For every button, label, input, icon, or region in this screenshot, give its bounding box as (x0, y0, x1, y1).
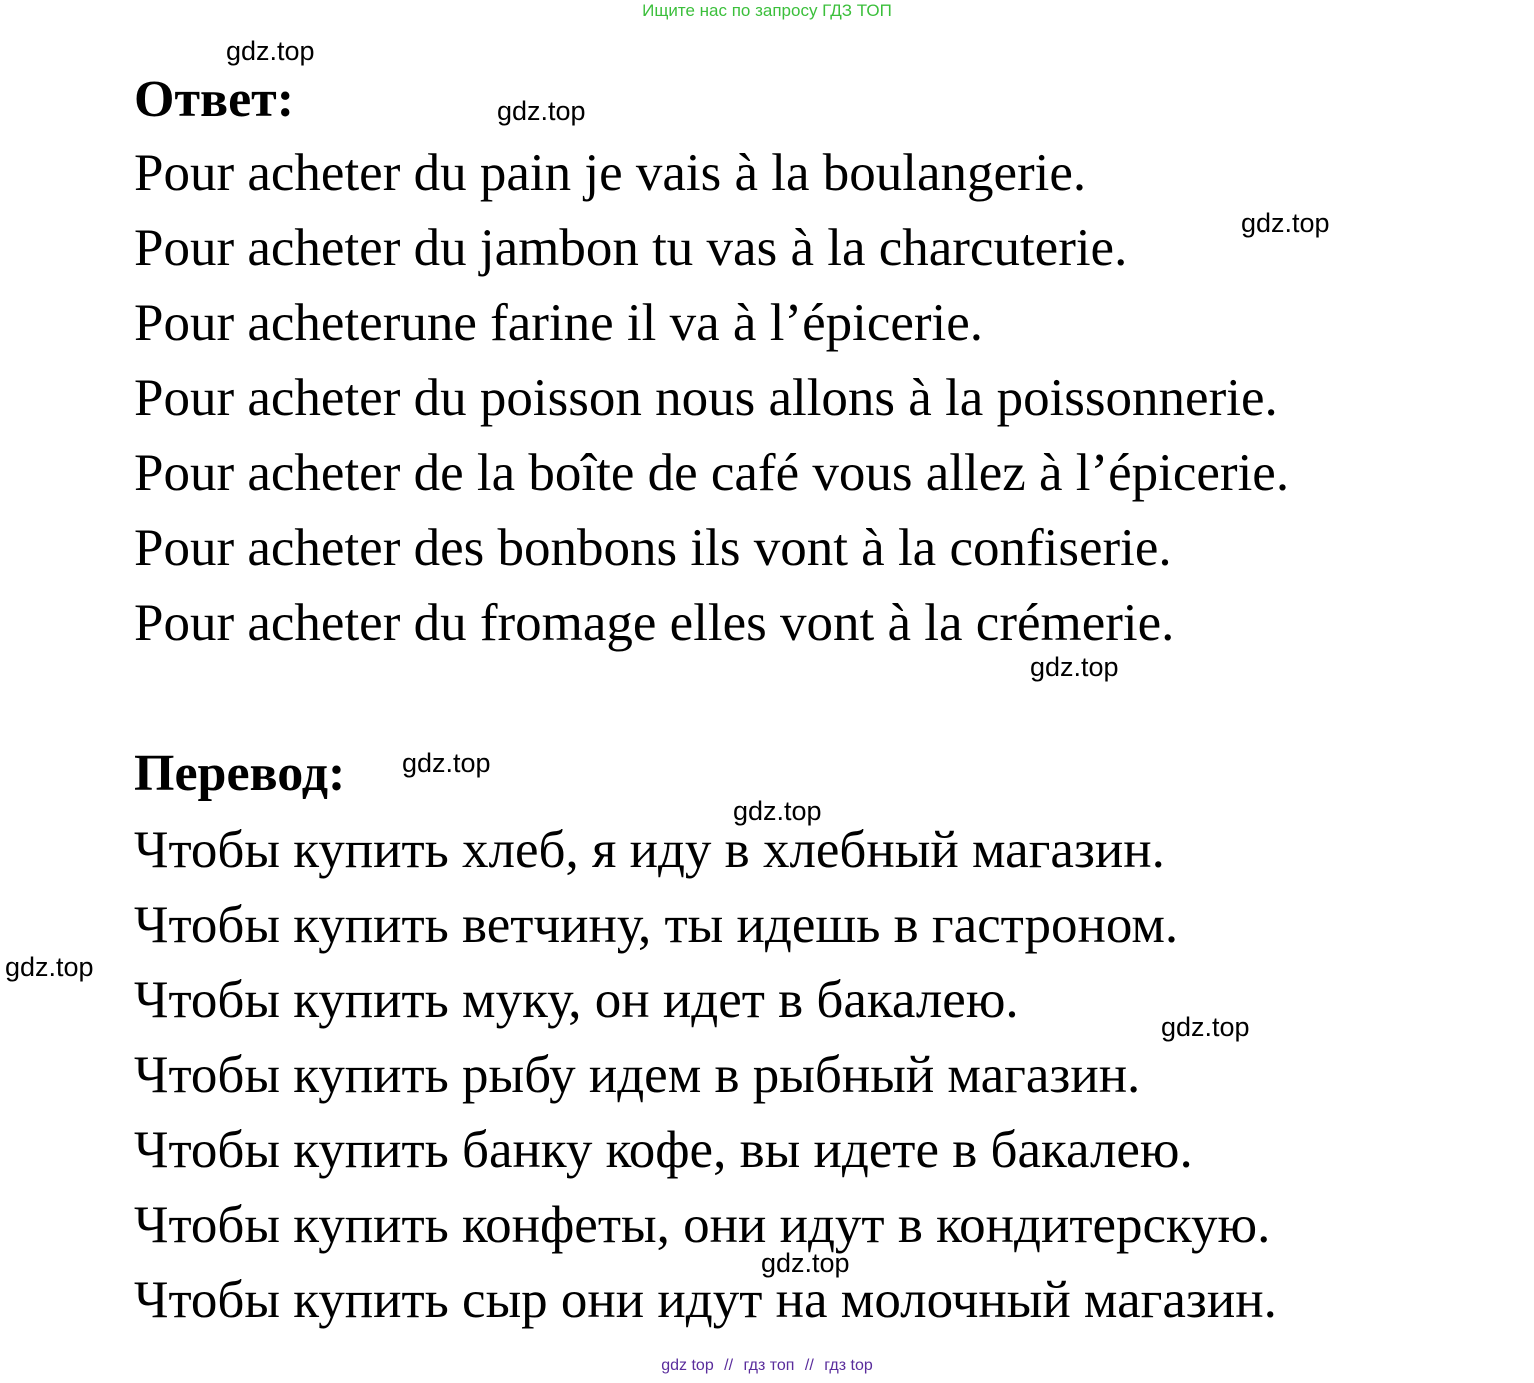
footer-separator: // (724, 1357, 734, 1374)
footer-separator: // (804, 1357, 814, 1374)
footer-link-gdz-top-ru[interactable]: гдз топ (743, 1357, 795, 1374)
watermark: gdz.top (5, 952, 94, 982)
watermark: gdz.top (402, 748, 491, 778)
answer-line: Pour acheter du poisson nous allons à la poissonnerie. (134, 369, 1278, 427)
watermark: gdz.top (226, 36, 315, 66)
footer (0, 1357, 1534, 1375)
answer-line: Pour acheter des bonbons ils vont à la confiserie. (134, 519, 1172, 577)
translation-line: Чтобы купить ветчину, ты идешь в гастроном. (134, 896, 1179, 954)
answer-title: Ответ: (134, 71, 295, 128)
answer-line: Pour acheter du fromage elles vont à la crémerie. (134, 594, 1175, 652)
answer-line: Pour acheter de la boîte de café vous allez à l’épicerie. (134, 444, 1290, 502)
watermark: gdz.top (1161, 1012, 1250, 1042)
answer-line: Pour acheterune farine il va à l’épicerie. (134, 294, 984, 352)
watermark: gdz.top (1030, 652, 1119, 682)
watermark: gdz.top (1241, 208, 1330, 238)
translation-line: Чтобы купить сыр они идут на молочный магазин. (134, 1271, 1277, 1329)
answer-line: Pour acheter du pain je vais à la boulangerie. (134, 144, 1087, 202)
translation-line: Чтобы купить рыбу идем в рыбный магазин. (134, 1046, 1141, 1104)
footer-link-gdz-top[interactable]: gdz top (661, 1357, 714, 1374)
watermark: gdz.top (761, 1248, 850, 1278)
top-banner: Ищите нас по запросу ГДЗ ТОП (642, 1, 892, 20)
watermark: gdz.top (733, 796, 822, 826)
translation-line: Чтобы купить муку, он идет в бакалею. (134, 971, 1019, 1029)
footer-link-gdz-top-mixed[interactable]: гдз top (824, 1357, 873, 1374)
translation-line: Чтобы купить банку кофе, вы идете в бакалею. (134, 1121, 1193, 1179)
translation-line: Чтобы купить хлеб, я иду в хлебный магазин. (134, 821, 1165, 879)
translation-line: Чтобы купить конфеты, они идут в кондитерскую. (134, 1196, 1271, 1254)
watermark: gdz.top (497, 96, 586, 126)
answer-line: Pour acheter du jambon tu vas à la charcuterie. (134, 219, 1128, 277)
translation-title: Перевод: (134, 745, 346, 802)
